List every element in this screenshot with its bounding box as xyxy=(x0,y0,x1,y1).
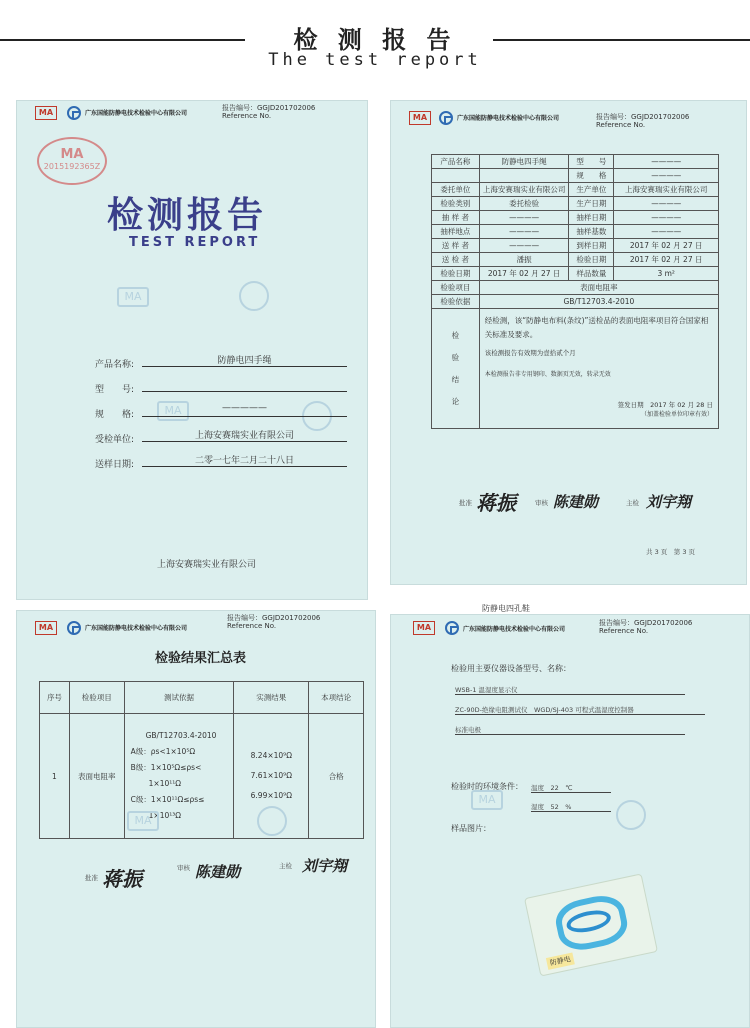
org-name: 广东国能防静电技术检验中心有限公司 xyxy=(85,625,188,632)
note-text: 本检测报告非专用钢印、数据页无效，转录无效 xyxy=(484,371,611,378)
info-cell: 2017 年 02 月 27 日 xyxy=(479,267,569,281)
field-value: 上海安赛瑞实业有限公司 xyxy=(142,428,347,442)
basis-line: C级：1×10¹¹Ω≤ρs≤ xyxy=(130,795,205,804)
cover-footer: 上海安赛瑞实业有限公司 xyxy=(157,560,257,570)
col-header: 实测结果 xyxy=(234,682,309,714)
field-value: 防静电四手绳 xyxy=(142,353,347,367)
humidity: 湿度 52 % xyxy=(531,802,611,812)
summary-table xyxy=(39,681,364,839)
result-value: 7.61×10⁹Ω xyxy=(250,771,292,780)
info-cell: ———— xyxy=(614,155,719,169)
org-name: 广东国能防静电技术检验中心有限公司 xyxy=(457,115,560,122)
basis-line: GB/T12703.4-2010 xyxy=(145,731,217,740)
reference-label: Reference No. xyxy=(599,627,649,635)
report-info-page xyxy=(390,100,747,585)
signature: 蒋振 xyxy=(102,867,142,891)
approve-label: 批准 xyxy=(85,874,98,882)
signature: 陈建勋 xyxy=(195,863,241,881)
report-number: 报告编号：GGJD201702006 xyxy=(599,619,693,627)
approve-label: 批准 xyxy=(459,499,472,507)
ma-watermark: MA xyxy=(117,287,149,307)
review-label: 审核 xyxy=(535,499,548,507)
basis-line: A级：ρs<1×10⁵Ω xyxy=(130,747,196,756)
info-cell: ———— xyxy=(614,197,719,211)
equipment-page xyxy=(390,614,750,1028)
basis-line: 1×10¹¹Ω xyxy=(148,779,181,788)
issue-date: 签发日期 2017 年 02 月 28 日 xyxy=(617,401,713,409)
check-label: 主检 xyxy=(279,862,292,870)
info-cell: 上海安赛瑞实业有限公司 xyxy=(479,183,569,197)
field-value xyxy=(142,378,347,392)
result-value: 8.24×10⁹Ω xyxy=(250,751,292,760)
signature: 蒋振 xyxy=(476,491,516,515)
equipment-line: 标准电极 xyxy=(455,725,685,735)
conclusion-label xyxy=(432,309,480,429)
col-header: 测试依据 xyxy=(124,682,234,714)
gattc-watermark-icon xyxy=(239,281,269,311)
reference-label: Reference No. xyxy=(227,622,277,630)
gattc-logo-icon xyxy=(439,111,453,125)
info-cell: 防静电四手绳 xyxy=(479,155,569,169)
col-header: 序号 xyxy=(40,682,70,714)
info-cell xyxy=(479,169,569,183)
info-cell: 委托检验 xyxy=(479,197,569,211)
row-conclusion: 合格 xyxy=(309,714,364,839)
page-title: 检 测 报 告 xyxy=(293,26,457,54)
info-cell: 表面电阻率 xyxy=(479,281,718,295)
cover-title: 检测报告 xyxy=(107,195,268,236)
ma-logo: MA xyxy=(35,621,57,635)
info-cell: ———— xyxy=(614,211,719,225)
info-table xyxy=(431,154,719,429)
validity-text: 该检测报告有效期为壹拾贰个月 xyxy=(484,349,576,357)
summary-title: 检验结果汇总表 xyxy=(155,651,247,666)
stamp-code: 2015192365Z xyxy=(43,162,101,171)
gattc-logo-icon xyxy=(67,621,81,635)
ma-watermark: MA xyxy=(471,790,503,810)
gattc-watermark-icon xyxy=(257,806,287,836)
sample-photo xyxy=(524,873,658,976)
info-cell: 到样日期 xyxy=(569,239,614,253)
col-header: 本项结论 xyxy=(309,682,364,714)
sample-box-label: 防静电 xyxy=(546,952,575,969)
env-label: 检验时的环境条件： xyxy=(451,782,523,791)
basis-line: B级：1×10⁵Ω≤ρs< xyxy=(130,763,202,772)
cover-title-en: TEST REPORT xyxy=(129,235,261,250)
summary-page xyxy=(16,610,376,1028)
ma-logo: MA xyxy=(409,111,431,125)
report-number: 报告编号：GGJD201702006 xyxy=(596,113,690,121)
info-cell: 3 m² xyxy=(614,267,719,281)
info-cell: ———— xyxy=(614,169,719,183)
equipment-line: WSB-1 温湿度显示仪 xyxy=(455,685,685,695)
info-cell: 2017 年 02 月 27 日 xyxy=(614,253,719,267)
ma-watermark: MA xyxy=(157,401,189,421)
col-header: 检验项目 xyxy=(69,682,124,714)
field-label: 送样日期: xyxy=(95,460,135,470)
info-cell: 2017 年 02 月 27 日 xyxy=(614,239,719,253)
issue-note: （加盖检验单位印章有效） xyxy=(640,411,713,418)
info-cell: 检验日期 xyxy=(432,267,480,281)
info-cell: 送 检 者 xyxy=(432,253,480,267)
info-cell: 生产单位 xyxy=(569,183,614,197)
page-number: 共 3 页 第 3 页 xyxy=(646,548,696,556)
report-cover xyxy=(16,100,368,600)
info-cell: 检验依据 xyxy=(432,295,480,309)
info-cell: 送 样 者 xyxy=(432,239,480,253)
ma-logo: MA xyxy=(413,621,435,635)
signature: 刘宇翔 xyxy=(302,857,348,875)
field-value: ————— xyxy=(142,403,347,417)
conclusion-text: 经检测，该“防静电布料(条纹)”送检品的表面电阻率项目符合国家相关标准及要求。 xyxy=(484,316,709,339)
field-label: 型 号: xyxy=(95,385,135,395)
review-label: 审核 xyxy=(177,864,190,872)
row-number: 1 xyxy=(40,714,70,839)
stamp-ma: MA xyxy=(60,147,84,162)
result-value: 6.99×10⁹Ω xyxy=(250,791,292,800)
info-cell: 抽样基数 xyxy=(569,225,614,239)
info-cell: 潘振 xyxy=(479,253,569,267)
info-cell: 样品数量 xyxy=(569,267,614,281)
info-cell: 上海安赛瑞实业有限公司 xyxy=(614,183,719,197)
info-cell: 生产日期 xyxy=(569,197,614,211)
info-cell: 规 格 xyxy=(569,169,614,183)
info-cell: ———— xyxy=(614,225,719,239)
stamp-seal xyxy=(37,137,107,185)
row-item: 表面电阻率 xyxy=(69,714,124,839)
field-value: 二零一七年二月二十八日 xyxy=(142,453,347,467)
info-cell: 检验日期 xyxy=(569,253,614,267)
temperature: 温度 22 ℃ xyxy=(531,783,611,793)
equipment-line: ZC-90D-绝缘电阻测试仪 WGD/SJ-403 可程式温湿度控制器 xyxy=(455,705,705,715)
basis-line: 1×10¹³Ω xyxy=(148,811,181,820)
info-cell: 抽样地点 xyxy=(432,225,480,239)
info-cell: 检验类别 xyxy=(432,197,480,211)
conclusion-cell xyxy=(479,309,718,429)
gattc-logo-icon xyxy=(445,621,459,635)
page-subtitle: The test report xyxy=(268,50,482,70)
ma-logo: MA xyxy=(35,106,57,120)
field-label: 产品名称: xyxy=(95,360,135,370)
gattc-watermark-icon xyxy=(616,800,646,830)
signature: 陈建勋 xyxy=(553,493,599,511)
photo-label: 样品图片： xyxy=(451,824,491,833)
report-number: 报告编号：GGJD201702006 xyxy=(227,614,321,622)
info-cell: 型 号 xyxy=(569,155,614,169)
info-cell xyxy=(432,169,480,183)
field-label: 规 格: xyxy=(95,410,135,420)
info-cell: ———— xyxy=(479,225,569,239)
report-number: 报告编号：GGJD201702006 xyxy=(222,104,316,112)
info-cell: 委托单位 xyxy=(432,183,480,197)
signature: 刘宇翔 xyxy=(646,493,692,511)
org-name: 广东国能防静电技术检验中心有限公司 xyxy=(85,110,188,117)
field-label: 受检单位: xyxy=(95,435,135,445)
org-name: 广东国能防静电技术检验中心有限公司 xyxy=(463,626,566,633)
reference-label: Reference No. xyxy=(222,112,272,120)
check-label: 主检 xyxy=(626,499,639,507)
info-cell: 产品名称 xyxy=(432,155,480,169)
equipment-title: 检验用主要仪器设备型号、名称： xyxy=(451,664,571,673)
conclusion-label-text: 检验结论 xyxy=(451,330,460,406)
info-cell: ———— xyxy=(479,211,569,225)
info-cell: 抽样日期 xyxy=(569,211,614,225)
ma-watermark: MA xyxy=(127,811,159,831)
gattc-logo-icon xyxy=(67,106,81,120)
reference-label: Reference No. xyxy=(596,121,646,129)
info-cell: 抽 样 者 xyxy=(432,211,480,225)
equipment-top-label: 防静电四孔鞋 xyxy=(482,604,530,613)
info-cell: GB/T12703.4-2010 xyxy=(479,295,718,309)
info-cell: ———— xyxy=(479,239,569,253)
info-cell: 检验项目 xyxy=(432,281,480,295)
